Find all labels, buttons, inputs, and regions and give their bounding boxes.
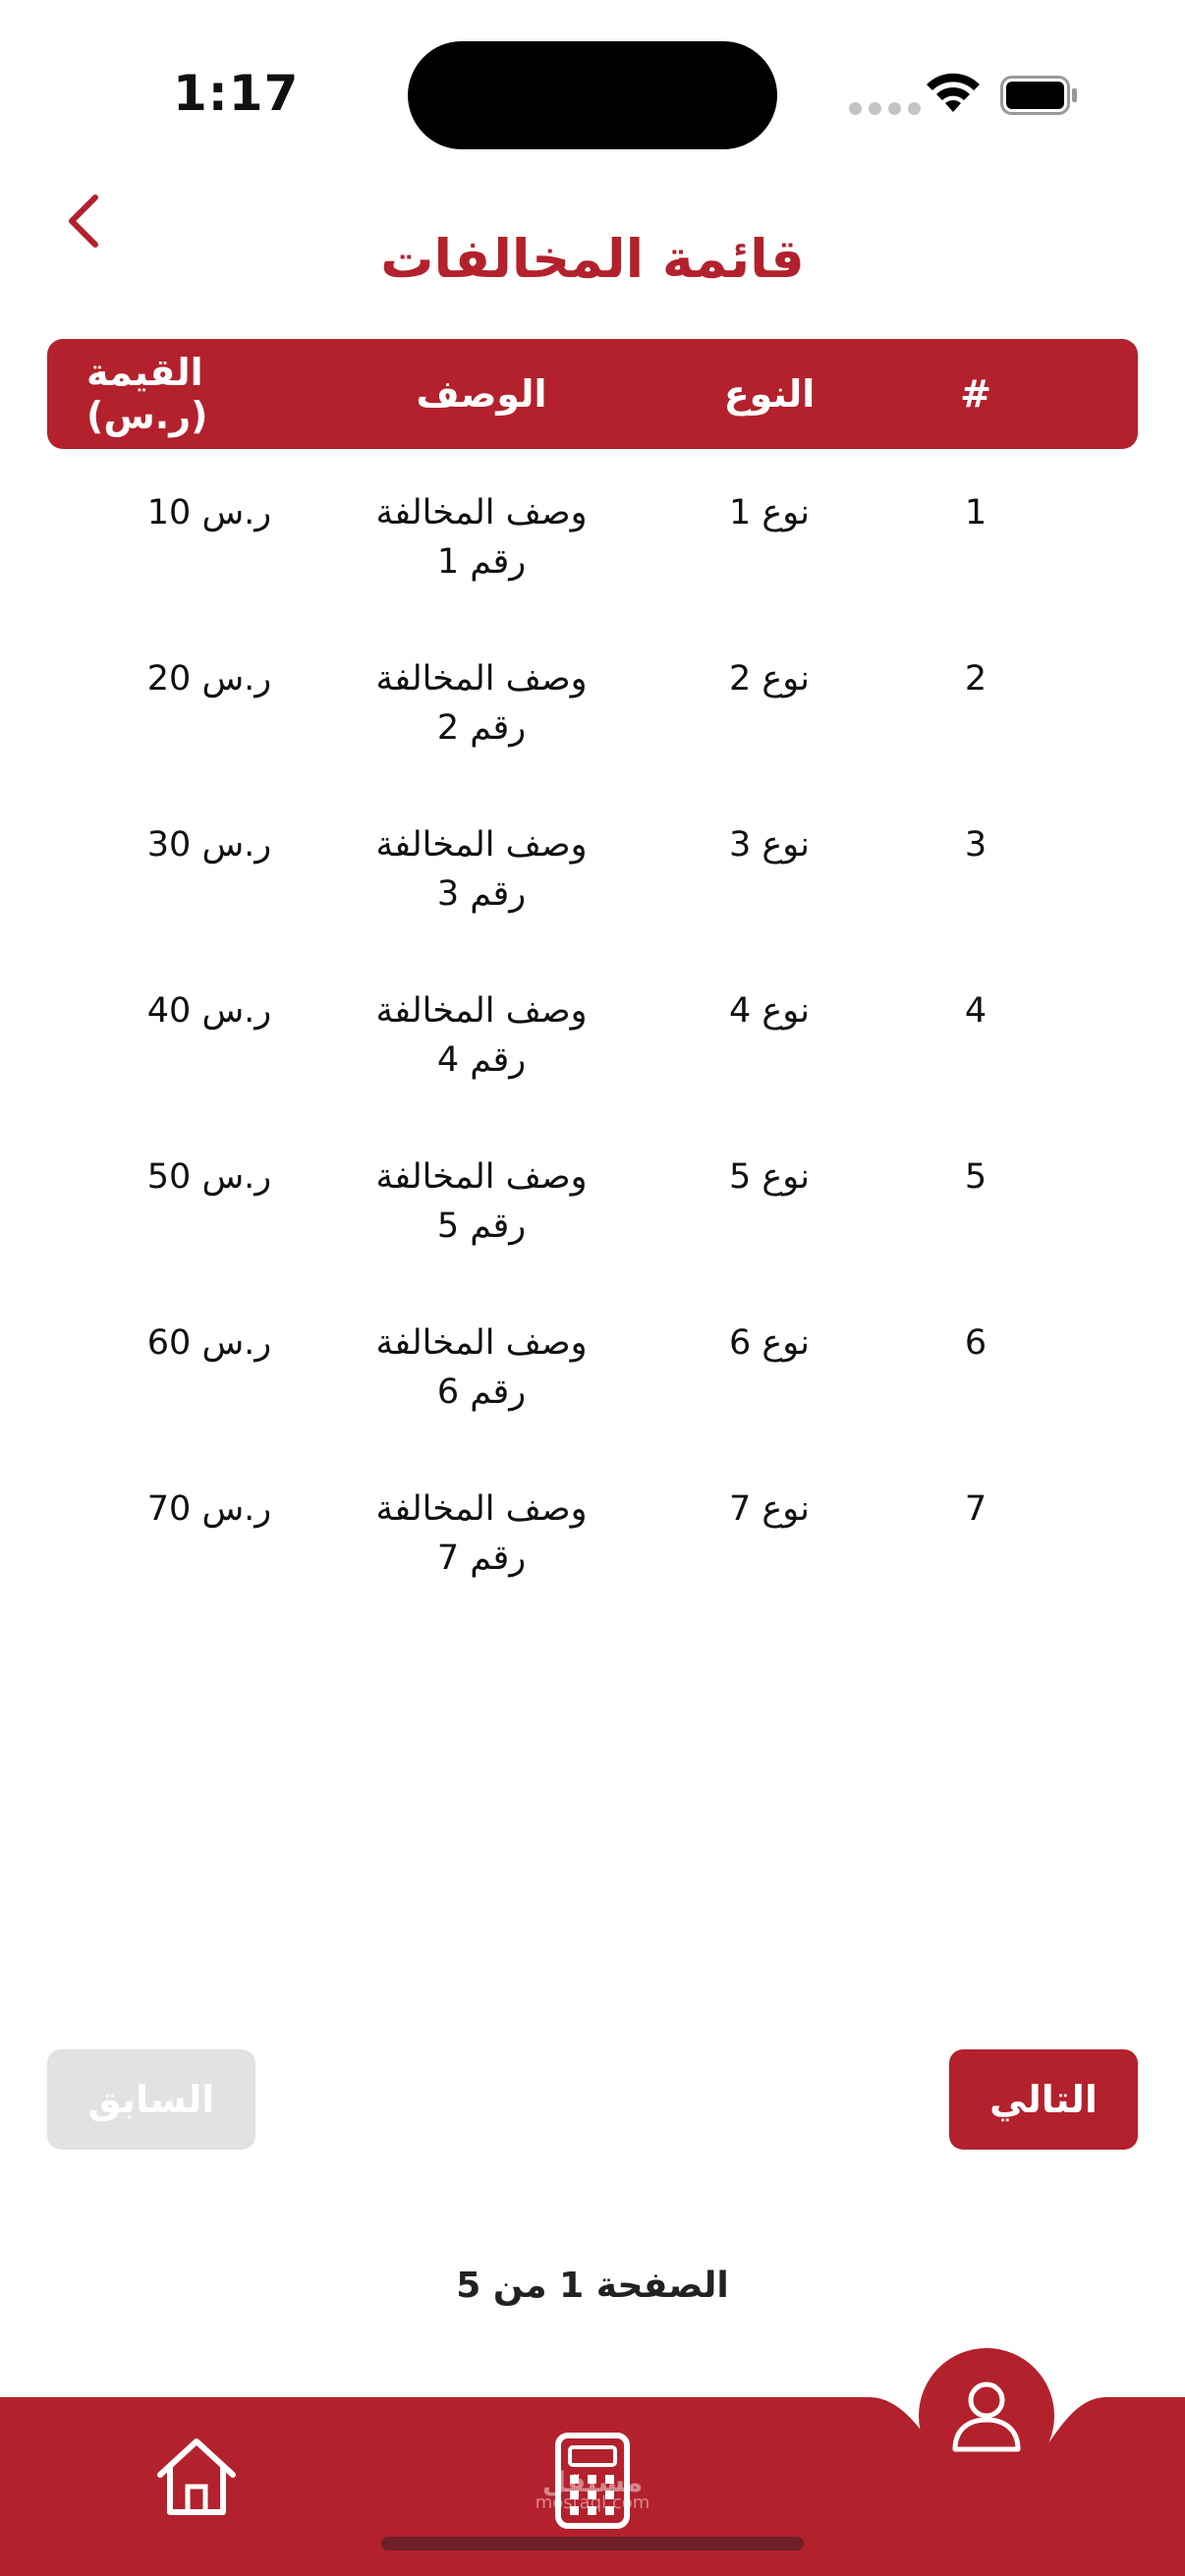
row-type: نوع 1 [728,493,811,532]
row-description: وصف المخالفة رقم 4 [375,991,588,1080]
table-header [47,339,1138,449]
row-description: وصف المخالفة رقم 3 [375,825,588,914]
watermark: مستقل mostaql.com [535,2466,650,2513]
home-icon[interactable] [152,2432,241,2520]
violations-table [47,339,1138,1611]
row-type: نوع 7 [728,1489,811,1529]
previous-page-button[interactable]: السابق [47,2049,255,2150]
row-description: وصف المخالفة رقم 1 [375,493,588,582]
row-number: 4 [964,991,988,1031]
column-header-description: الوصف [416,372,547,416]
next-page-button[interactable]: التالي [949,2049,1138,2150]
page-indicator: الصفحة 1 من 5 [456,2266,729,2306]
row-value: 10 ر.س [146,493,272,532]
table-row [47,449,1138,615]
row-description: وصف المخالفة رقم 5 [375,1157,588,1246]
row-type: نوع 4 [728,991,811,1031]
row-number: 1 [964,493,988,532]
row-type: نوع 6 [728,1323,811,1363]
row-description: وصف المخالفة رقم 6 [375,1323,588,1412]
dynamic-island [408,41,777,149]
row-number: 2 [964,659,988,699]
cellular-signal-icon [849,102,921,115]
column-header-value: القيمة (ر.س) [86,351,208,437]
wifi-icon [924,69,983,118]
profile-button[interactable] [919,2348,1054,2484]
table-row [47,615,1138,781]
row-value: 50 ر.س [146,1157,272,1197]
row-number: 6 [964,1323,988,1363]
profile-icon [945,2375,1028,2457]
status-time: 1:17 [173,65,300,122]
row-number: 7 [964,1489,988,1529]
table-row [47,947,1138,1113]
column-header-type: النوع [723,372,816,416]
table-row [47,781,1138,947]
row-value: 60 ر.س [146,1323,272,1363]
row-value: 20 ر.س [146,659,272,699]
row-number: 3 [964,825,988,865]
battery-icon [1000,76,1079,115]
home-indicator [381,2537,804,2550]
table-row [47,1445,1138,1611]
row-value: 30 ر.س [146,825,272,865]
table-row [47,1113,1138,1279]
table-row [47,1279,1138,1445]
row-description: وصف المخالفة رقم 7 [375,1489,588,1578]
row-type: نوع 5 [728,1157,811,1197]
row-value: 70 ر.س [146,1489,272,1529]
row-type: نوع 3 [728,825,811,865]
row-value: 40 ر.س [146,991,272,1031]
page-title: قائمة المخالفات [380,228,805,290]
row-type: نوع 2 [728,659,811,699]
column-header-number: # [960,372,991,416]
row-number: 5 [964,1157,988,1197]
row-description: وصف المخالفة رقم 2 [375,659,588,748]
